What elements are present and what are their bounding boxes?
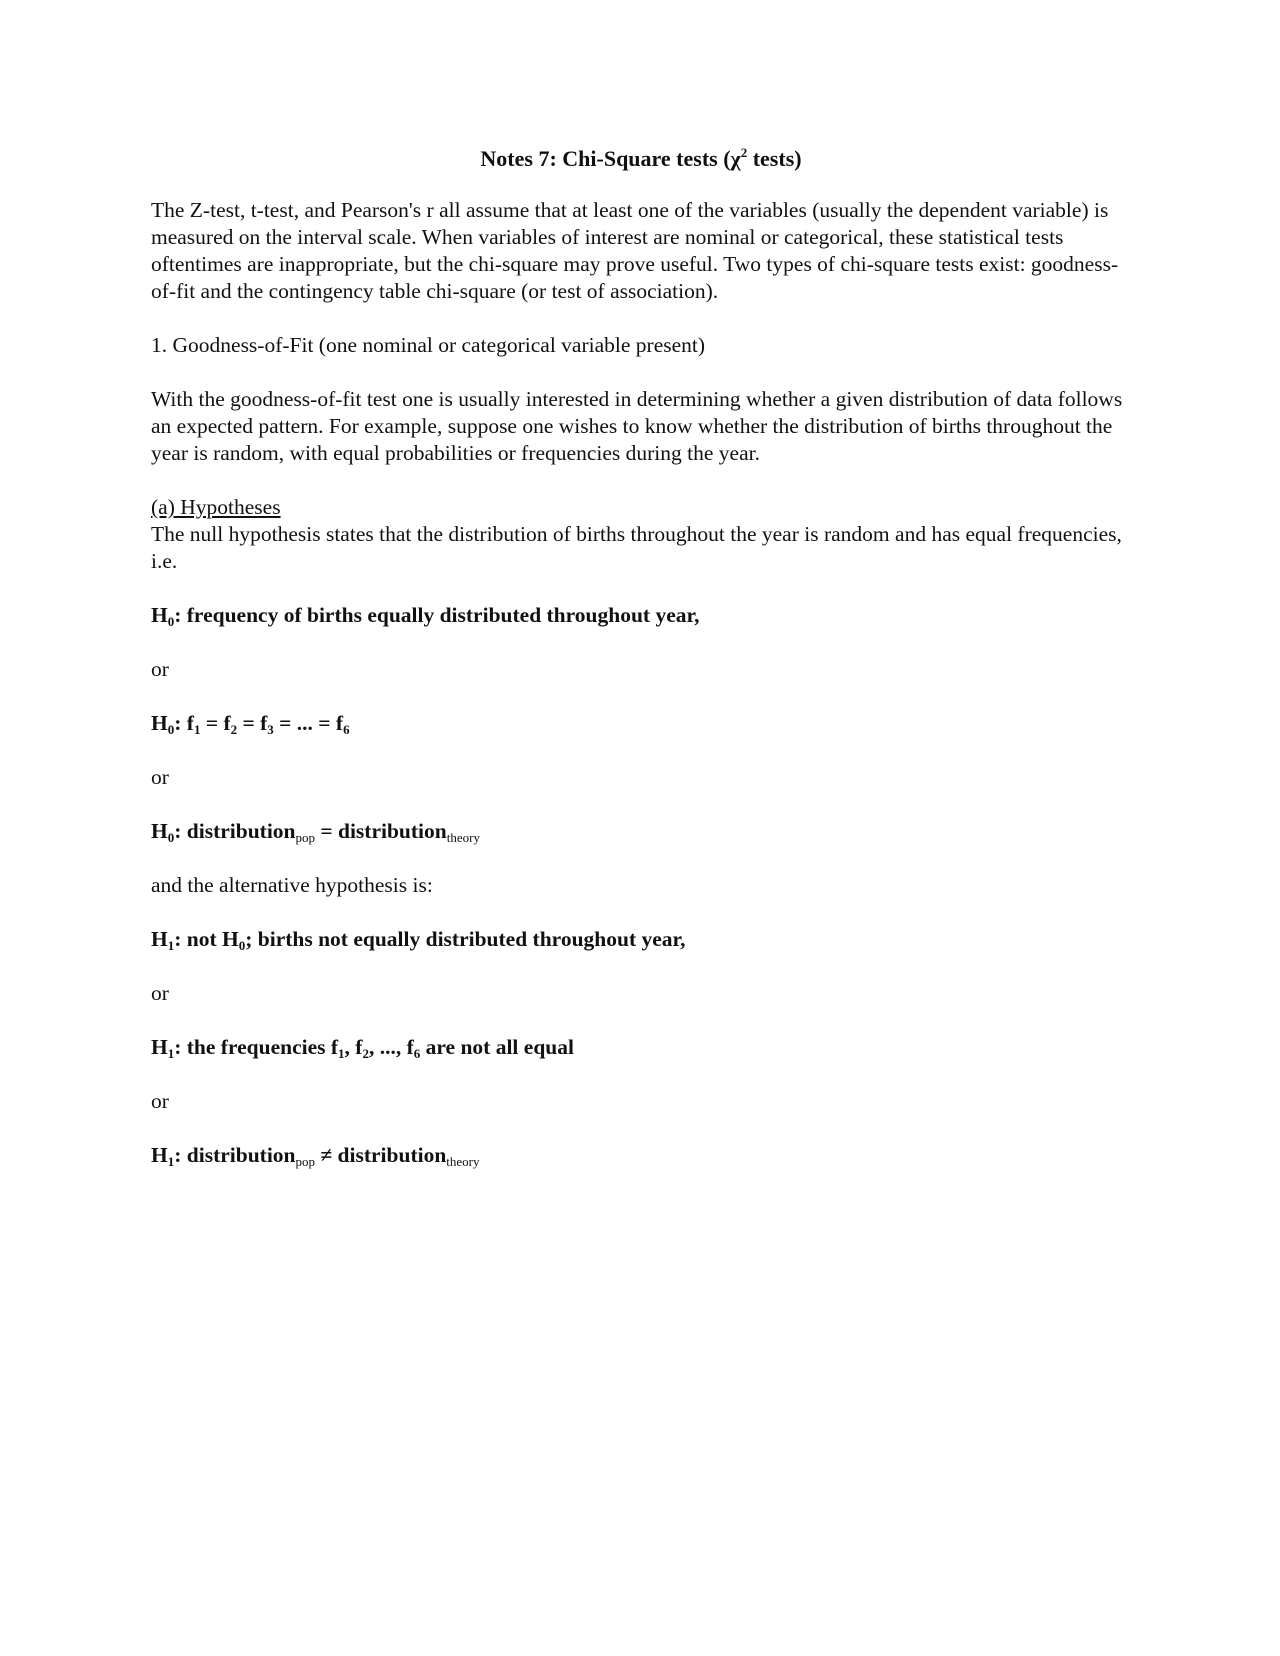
document-page (151, 145, 1131, 1196)
alternative-hypothesis-statement-1: $H_1$: not $H_0$; births not equally distributed throughout year, (151, 927, 686, 953)
alternative-hypothesis-intro: and the alternative hypothesis is: (151, 873, 433, 897)
intro-paragraph: The Z-test, t-test, and Pearson's r all assume that at least one of the variables (usually the dependent variable) is measured on the interval scale. When variables of interest are nominal or categorical, these statistical tests oftentimes are inappropriate, but the chi-square may prove useful. Two types of chi-square tests exist: goodness-of-fit and the contingency table chi-square (or test of association). (151, 198, 1119, 303)
page-title: Notes 7: Chi-Square tests ($\chi^2$ tests) (480, 145, 802, 171)
alternative-hypothesis-statement-3: $H_1$: distribution$_{pop}$ ≠ distribution$_{theory}$ (151, 1143, 480, 1169)
null-hypothesis-statement-2: $H_0$: $f_1 = f_2 = f_3$ = ... = $f_6$ (151, 711, 350, 737)
goodness-of-fit-paragraph: With the goodness-of-fit test one is usually interested in determining whether a given distribution of data follows an expected pattern. For example, suppose one wishes to know whether the distribution of births throughout the year is random, with equal probabilities or frequencies during the year. (151, 387, 1123, 465)
section-heading-goodness-of-fit: 1. Goodness-of-Fit (one nominal or categorical variable present) (151, 333, 706, 357)
or-separator: or (151, 765, 169, 789)
chi-symbol: χ (730, 146, 741, 171)
or-separator: or (151, 1089, 169, 1113)
null-hypothesis-statement-1: $H_0$: frequency of births equally distributed throughout year, (151, 603, 700, 629)
null-hypothesis-intro: The null hypothesis states that the distribution of births throughout the year is random and has equal frequencies, i.e. (151, 522, 1122, 573)
alternative-hypothesis-statement-2: $H_1$: the frequencies $f_1$, $f_2$, ..., $f_6$ are not all equal (151, 1035, 574, 1061)
null-hypothesis-statement-3: $H_0$: distribution$_{pop}$ = distribution$_{theory}$ (151, 819, 480, 845)
or-separator: or (151, 657, 169, 681)
hypotheses-subheading: (a) Hypotheses (151, 495, 281, 519)
chi-power: 2 (740, 145, 748, 160)
or-separator: or (151, 981, 169, 1005)
